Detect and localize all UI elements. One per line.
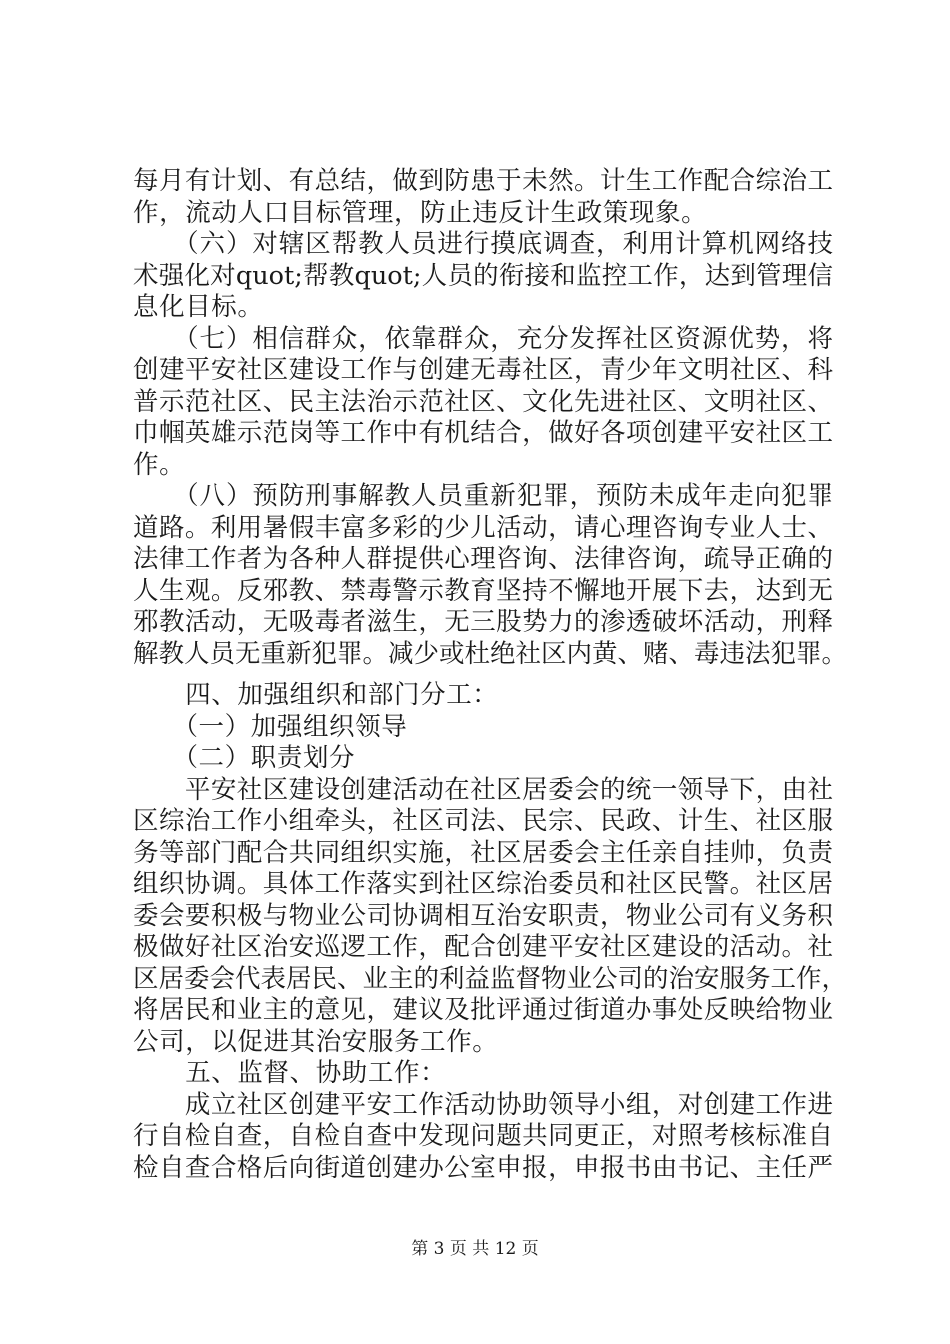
text-line: 术强化对quot;帮教quot;人员的衔接和监控工作，达到管理信	[133, 260, 833, 291]
text-line: 息化目标。	[133, 292, 264, 322]
text-line: 邪教活动，无吸毒者滋生，无三股势力的渗透破坏活动，刑释	[133, 607, 833, 637]
text-line: （八）预防刑事解教人员重新犯罪，预防未成年走向犯罪	[133, 481, 833, 511]
text-line: 检自查合格后向街道创建办公室申报，申报书由书记、主任严	[133, 1152, 833, 1183]
text-line: 法律工作者为各种人群提供心理咨询、法律咨询，疏导正确的	[133, 544, 833, 574]
text-line: 解教人员无重新犯罪。减少或杜绝社区内黄、赌、毒违法犯罪。	[133, 638, 848, 669]
text-line: 组织协调。具体工作落实到社区综治委员和社区民警。社区居	[133, 869, 833, 899]
page-footer: 第 3 页 共 12 页	[411, 1239, 539, 1259]
text-line: 成立社区创建平安工作活动协助领导小组，对创建工作进	[133, 1089, 833, 1120]
text-line: 作。	[133, 449, 186, 480]
text-line: 区居委会代表居民、业主的利益监督物业公司的治安服务工作，	[133, 963, 848, 994]
text-line: （七）相信群众，依靠群众，充分发挥社区资源优势，将	[133, 323, 833, 354]
text-line: 平安社区建设创建活动在社区居委会的统一领导下，由社	[133, 774, 833, 805]
text-line: 人生观。反邪教、禁毒警示教育坚持不懈地开展下去，达到无	[133, 575, 833, 606]
text-line: 务等部门配合共同组织实施，社区居委会主任亲自挂帅，负责	[133, 837, 833, 868]
text-line: 区综治工作小组牵头，社区司法、民宗、民政、计生、社区服	[133, 806, 833, 836]
text-line: 每月有计划、有总结，做到防患于未然。计生工作配合综治工	[133, 166, 833, 196]
text-line: （二）职责划分	[133, 743, 356, 773]
text-line: 委会要积极与物业公司协调相互治安职责，物业公司有义务积	[133, 900, 833, 931]
text-line: 普示范社区、民主法治示范社区、文化先进社区、文明社区、	[133, 386, 833, 417]
text-line: 极做好社区治安巡逻工作，配合创建平安社区建设的活动。社	[133, 932, 833, 962]
text-line: 将居民和业主的意见，建议及批评通过街道办事处反映给物业	[133, 995, 833, 1025]
text-line: 行自检自查，自检自查中发现问题共同更正，对照考核标准自	[133, 1121, 833, 1151]
text-line: （六）对辖区帮教人员进行摸底调查，利用计算机网络技	[133, 229, 833, 259]
document-body	[133, 166, 848, 1184]
text-line: 作，流动人口目标管理，防止违反计生政策现象。	[133, 197, 708, 228]
text-line: 道路。利用暑假丰富多彩的少儿活动，请心理咨询专业人士、	[133, 512, 833, 543]
text-line: 四、加强组织和部门分工：	[133, 680, 499, 710]
text-line: 巾帼英雄示范岗等工作中有机结合，做好各项创建平安社区工	[133, 418, 833, 448]
text-line: 公司，以促进其治安服务工作。	[133, 1026, 499, 1057]
paragraph-gap	[133, 670, 833, 680]
text-line: （一）加强组织领导	[133, 711, 408, 742]
text-line: 创建平安社区建设工作与创建无毒社区，青少年文明社区、科	[133, 355, 833, 385]
text-line: 五、监督、协助工作：	[133, 1058, 447, 1088]
